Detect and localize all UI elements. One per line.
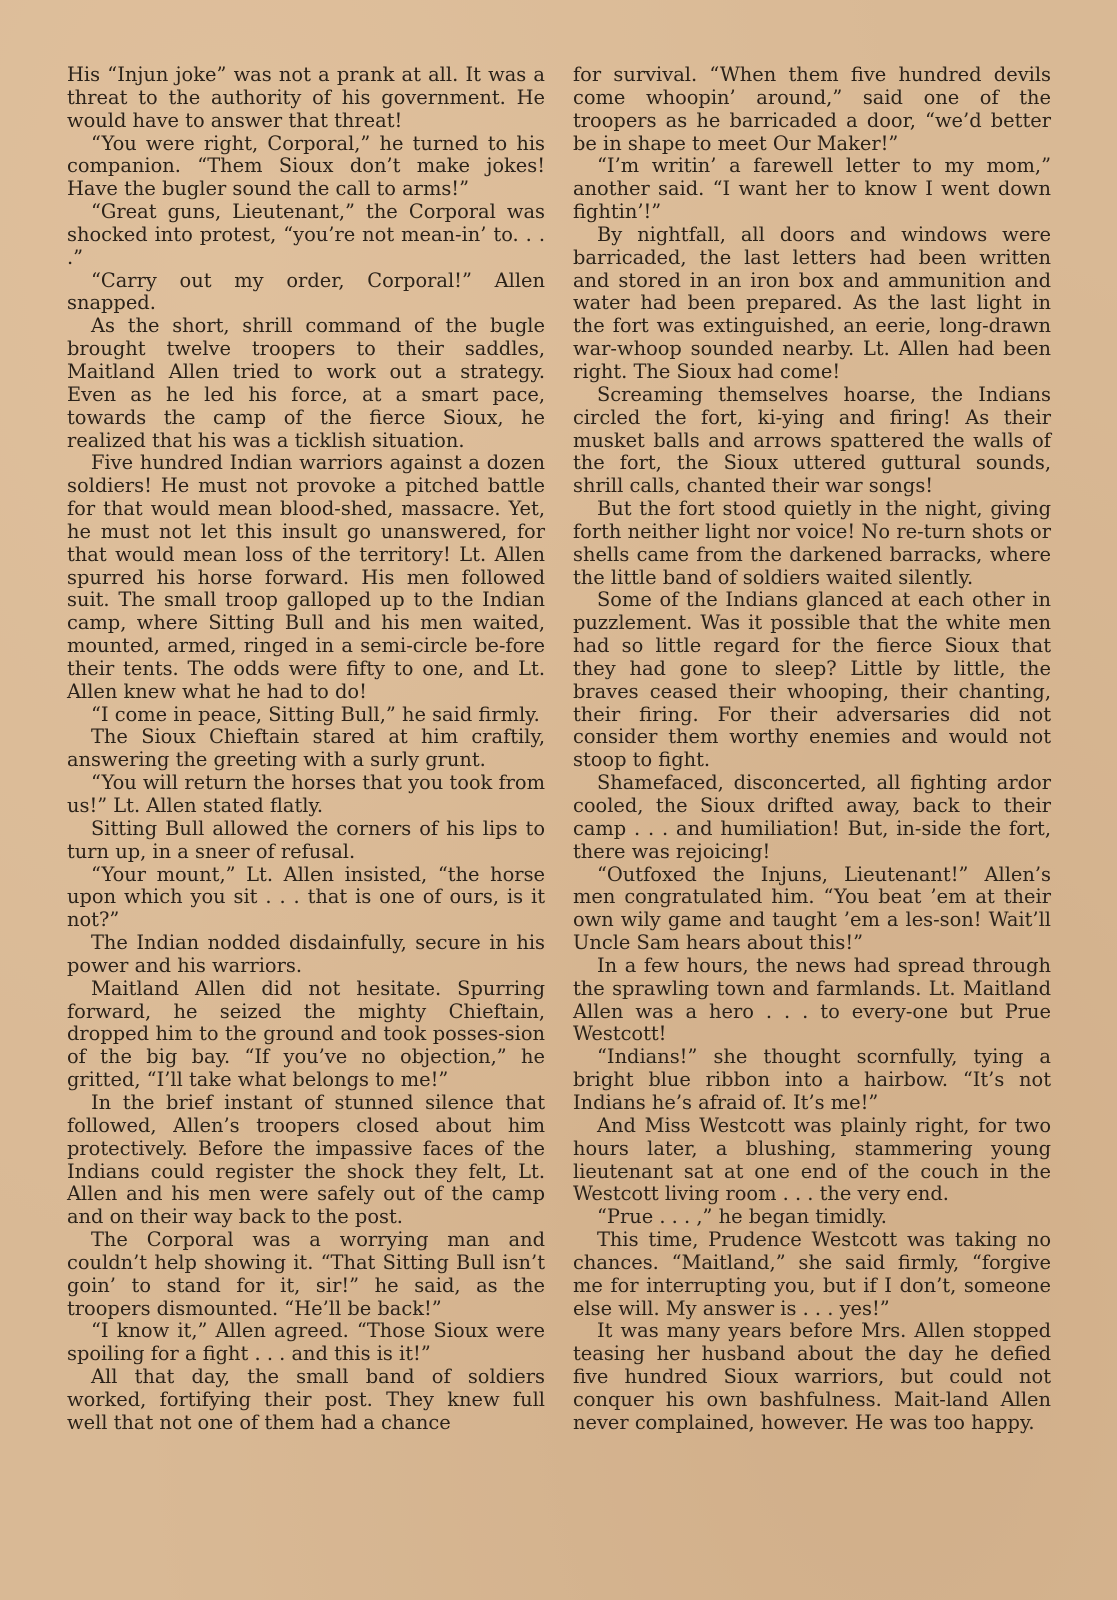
paragraph: “Your mount,” Lt. Allen insisted, “the horse upon which you sit . . . that is one of ours, is it not?” [67, 862, 545, 932]
paragraph: “Indians!” she thought scornfully, tying a bright blue ribbon into a hairbow. “It’s not Indians he’s afraid of. It’s me!” [573, 1045, 1051, 1114]
paragraph: Shamefaced, disconcerted, all fighting ardor cooled, the Sioux drifted away, back to their camp . . . and humiliation! But, in-side the fort, there was rejoicing! [573, 771, 1051, 863]
paragraph: “I come in peace, Sitting Bull,” he said firmly. [91, 702, 540, 726]
paragraph: In the brief instant of stunned silence that followed, Allen’s troopers closed about him protectively. Before the impassive faces of the Indians could register the shock they felt, Lt. Allen and his men were safely out of the camp and on their way back to the post. [67, 1090, 545, 1229]
paragraph: “You were right, Corporal,” he turned to his companion. “Them Sioux don’t make jokes! Have the bugler sound the call to arms!” [67, 131, 545, 201]
paragraph: The Indian nodded disdainfully, secure in his power and his warriors. [67, 931, 545, 977]
paragraph: Some of the Indians glanced at each other in puzzlement. Was it possible that the white men had so little regard for the fierce Sioux that they had gone to sleep? Little by little, the braves ceased their whooping, their chanting, their firing. For their adversaries did not consider them worthy enemies and would not stoop to fight. [573, 588, 1051, 772]
paragraph: “I’m writin’ a farewell letter to my mom,” another said. “I want her to know I went down fightin’!” [573, 154, 1051, 224]
paragraph: “Great guns, Lieutenant,” the Corporal was shocked into protest, “you’re not mean-in’ to. . . .” [67, 200, 545, 269]
paragraph: By nightfall, all doors and windows were barricaded, the last letters had been written and stored in an iron box and ammunition and water had been prepared. As the last light in the fort was extinguished, an eerie, long-drawn war-whoop sounded nearby. Lt. Allen had been right. The Sioux had come! [573, 222, 1051, 383]
left-text-column [67, 64, 545, 1435]
paragraph: Screaming themselves hoarse, the Indians circled the fort, ki-ying and firing! As their musket balls and arrows spattered the walls of the fort, the Sioux uttered guttural sounds, shrill calls, chanted their war songs! [573, 382, 1051, 498]
paragraph: “Outfoxed the Injuns, Lieutenant!” Allen’s men congratulated him. “You beat ’em at their own wily game and taught ’em a les-son! Wait’ll Uncle Sam hears about this!” [573, 862, 1051, 955]
paragraph: As the short, shrill command of the bugle brought twelve troopers to their saddles, Maitland Allen tried to work out a strategy. Even as he led his force, at a smart pace, towards the camp of the fierce Sioux, he realized that his was a ticklish situation. [67, 314, 545, 452]
paragraph: All that day, the small band of soldiers worked, fortifying their post. They knew full well that not one of them had a chance [67, 1365, 545, 1434]
paragraph: This time, Prudence Westcott was taking no chances. “Maitland,” she said firmly, “forgive me for interrupting you, but if I don’t, someone else will. My answer is . . . yes!” [573, 1228, 1051, 1320]
paragraph: “You will return the horses that you took from us!” Lt. Allen stated flatly. [67, 771, 545, 817]
paragraph: Sitting Bull allowed the corners of his lips to turn up, in a sneer of refusal. [67, 816, 545, 863]
paragraph: “I know it,” Allen agreed. “Those Sioux were spoiling for a fight . . . and this is it!” [67, 1319, 545, 1366]
paragraph: And Miss Westcott was plainly right, for two hours later, a blushing, stammering young lieutenant sat at one end of the couch in the Westcott living room . . . the very end. [573, 1113, 1051, 1206]
paragraph: The Corporal was a worrying man and couldn’t help showing it. “That Sitting Bull isn’t goin’ to stand for it, sir!” he said, as the troopers dismounted. “He’ll be back!” [67, 1228, 545, 1320]
paragraph: His “Injun joke” was not a prank at all. It was a threat to the authority of his government. He would have to answer that threat! [67, 63, 545, 132]
paragraph: It was many years before Mrs. Allen stopped teasing her husband about the day he defied five hundred Sioux warriors, but could not conquer his own bashfulness. Mait-land Allen never complained, however. He was too happy. [573, 1319, 1051, 1434]
paragraph: In a few hours, the news had spread through the sprawling town and farmlands. Lt. Maitland Allen was a hero . . . to every-one but Prue Westcott! [573, 953, 1051, 1046]
paragraph: Five hundred Indian warriors against a dozen soldiers! He must not provoke a pitched battle for that would mean blood-shed, massacre. Yet, he must not let this insult go unanswered, for that would mean loss of the territory! Lt. Allen spurred his horse forward. His men followed suit. The small troop galloped up to the Indian camp, where Sitting Bull and his men waited, mounted, armed, ringed in a semi-circle be-fore their tents. The odds were fifty to one, and Lt. Allen knew what he had to do! [67, 451, 545, 703]
paragraph: “Carry out my order, Corporal!” Allen snapped. [67, 268, 545, 315]
paragraph: But the fort stood quietly in the night, giving forth neither light nor voice! No re-turn shots or shells came from the darkened barracks, where the little band of soldiers waited silently. [573, 497, 1051, 589]
paragraph: “Prue . . . ,” he began timidly. [597, 1205, 887, 1229]
paragraph: Maitland Allen did not hesitate. Spurring forward, he seized the mighty Chieftain, dropped him to the ground and took posses-sion of the big bay. “If you’ve no objection,” he gritted, “I’ll take what belongs to me!” [67, 976, 545, 1092]
right-text-column [573, 64, 1051, 1435]
paragraph: for survival. “When them five hundred devils come whoopin’ around,” said one of the troopers as he barricaded a door, “we’d better be in shape to meet Our Maker!” [573, 63, 1051, 155]
paragraph: The Sioux Chieftain stared at him craftily, answering the greeting with a surly grunt. [67, 725, 545, 772]
